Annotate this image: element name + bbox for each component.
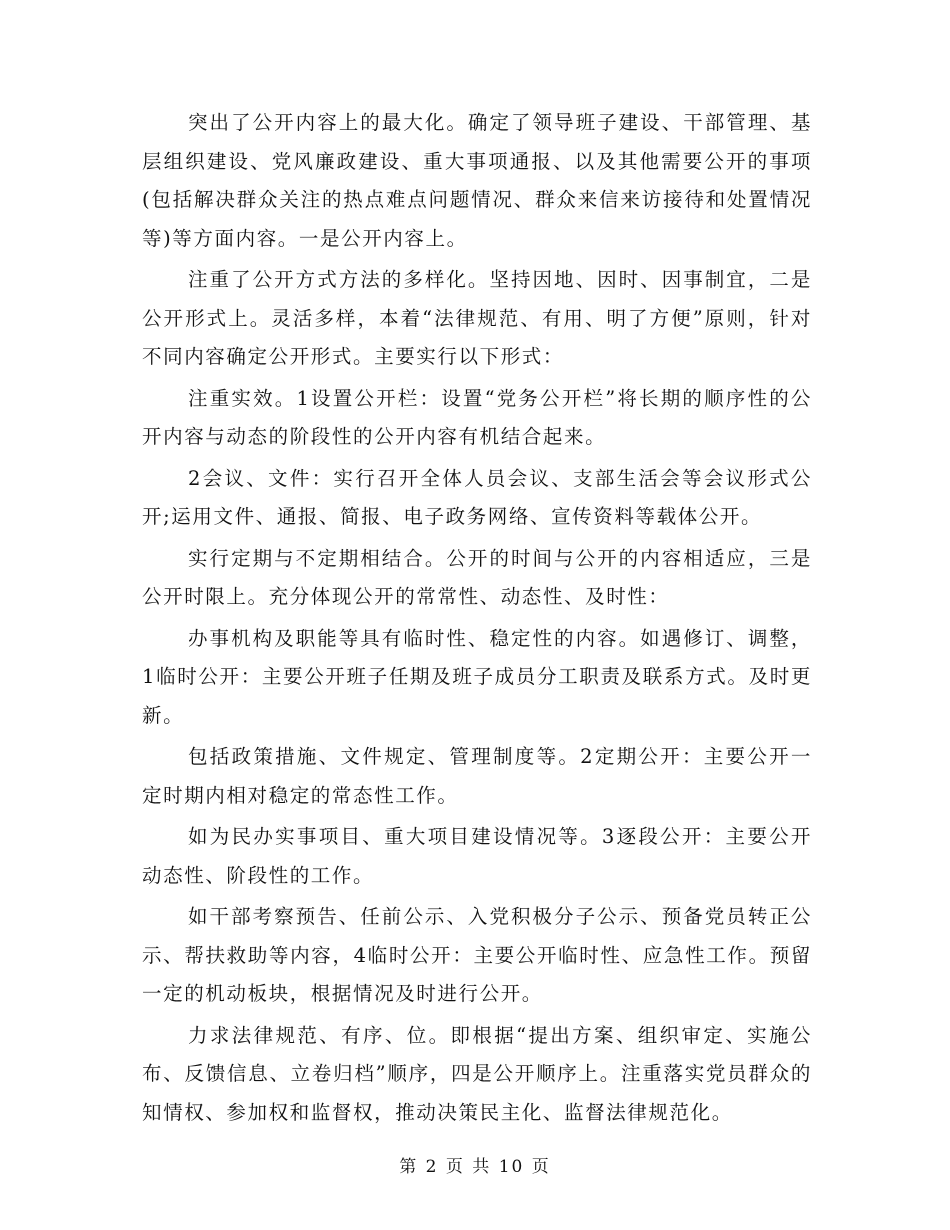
- document-body: [142, 104, 812, 1135]
- paragraph: 2会议、文件：实行召开全体人员会议、支部生活会等会议形式公开;运用文件、通报、简报、电子政务网络、宣传资料等载体公开。: [142, 466, 812, 528]
- paragraph: 如为民办实事项目、重大项目建设情况等。3逐段公开：主要公开动态性、阶段性的工作。: [142, 825, 812, 887]
- paragraph: 注重了公开方式方法的多样化。坚持因地、因时、因事制宜，二是公开形式上。灵活多样，本着“法律规范、有用、明了方便”原则，针对不同内容确定公开形式。主要实行以下形式：: [142, 268, 812, 368]
- paragraph: 突出了公开内容上的最大化。确定了领导班子建设、干部管理、基层组织建设、党风廉政建设、重大事项通报、以及其他需要公开的事项(包括解决群众关注的热点难点问题情况、群众来信来访接待和处置情况等)等方面内容。一是公开内容上。: [142, 111, 812, 250]
- page-number-footer: 第 2 页 共 10 页: [399, 1157, 551, 1177]
- paragraph: 办事机构及职能等具有临时性、稳定性的内容。如遇修订、调整，1临时公开：主要公开班子任期及班子成员分工职责及联系方式。及时更新。: [142, 626, 812, 727]
- paragraph: 实行定期与不定期相结合。公开的时间与公开的内容相适应，三是公开时限上。充分体现公开的常常性、动态性、及时性：: [142, 546, 812, 608]
- paragraph: 力求法律规范、有序、位。即根据“提出方案、组织审定、实施公布、反馈信息、立卷归档”顺序，四是公开顺序上。注重落实党员群众的知情权、参加权和监督权，推动决策民主化、监督法律规范化。: [142, 1023, 812, 1124]
- paragraph: 如干部考察预告、任前公示、入党积极分子公示、预备党员转正公示、帮扶救助等内容，4临时公开：主要公开临时性、应急性工作。预留一定的机动板块，根据情况及时进行公开。: [142, 905, 812, 1005]
- paragraph: 包括政策措施、文件规定、管理制度等。2定期公开：主要公开一定时期内相对稳定的常态性工作。: [142, 745, 812, 807]
- paragraph: 注重实效。1设置公开栏：设置“党务公开栏”将长期的顺序性的公开内容与动态的阶段性的公开内容有机结合起来。: [142, 386, 812, 448]
